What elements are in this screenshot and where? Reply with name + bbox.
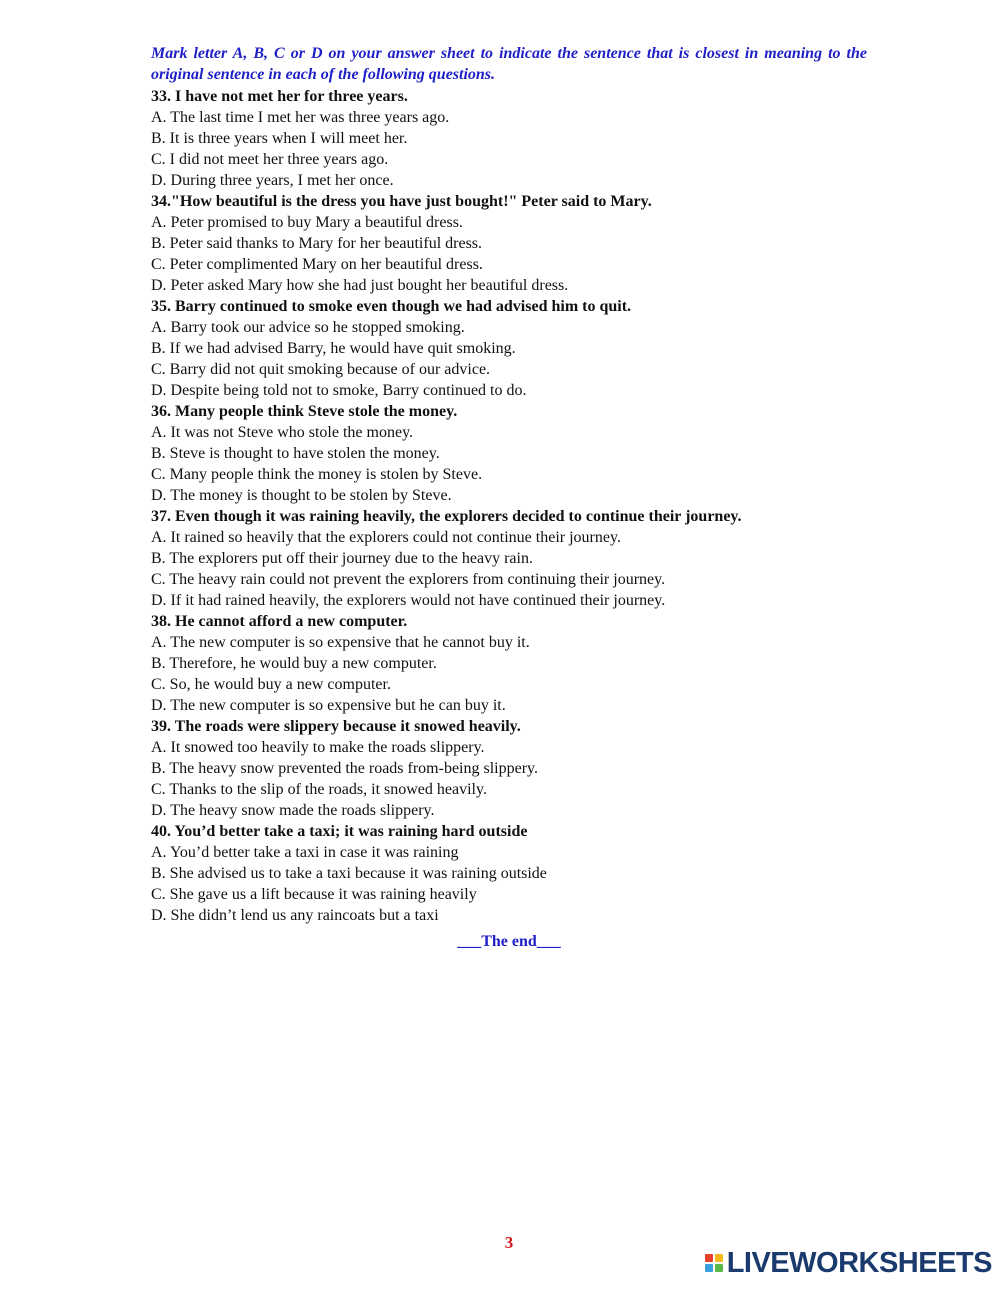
logo-block-green [715,1264,723,1272]
question-stem: 40. You’d better take a taxi; it was raining hard outside [151,823,528,840]
option-b: B. If we had advised Barry, he would have quit smoking. [151,340,516,357]
question-35 [151,296,911,401]
option-c: C. So, he would buy a new computer. [151,676,391,693]
option-b: B. It is three years when I will meet her. [151,130,408,147]
option-a: A. It was not Steve who stole the money. [151,424,414,441]
option-d: D. The new computer is so expensive but he can buy it. [151,697,506,714]
option-d: D. Peter asked Mary how she had just bought her beautiful dress. [151,277,569,294]
liveworksheets-logo [705,1247,992,1279]
option-a: A. The last time I met her was three years ago. [151,109,450,126]
option-a: A. Barry took our advice so he stopped smoking. [151,319,465,336]
option-a: A. The new computer is so expensive that he cannot buy it. [151,634,530,651]
question-38 [151,611,911,716]
question-stem: 36. Many people think Steve stole the money. [151,403,458,420]
option-a: A. It snowed too heavily to make the roads slippery. [151,739,485,756]
page-number: 3 [504,1233,514,1252]
option-b: B. She advised us to take a taxi because it was raining outside [151,865,547,882]
option-d: D. The heavy snow made the roads slippery. [151,802,435,819]
question-40 [151,821,911,926]
question-stem: 39. The roads were slippery because it snowed heavily. [151,718,521,735]
option-d: D. She didn’t lend us any raincoats but a taxi [151,907,439,924]
question-stem: 35. Barry continued to smoke even though we had advised him to quit. [151,298,632,315]
option-b: B. Steve is thought to have stolen the money. [151,445,440,462]
option-b: B. The explorers put off their journey due to the heavy rain. [151,550,533,567]
option-d: D. During three years, I met her once. [151,172,394,189]
option-c: C. The heavy rain could not prevent the explorers from continuing their journey. [151,571,666,588]
question-33 [151,86,911,191]
option-d: D. If it had rained heavily, the explorers would not have continued their journey. [151,592,666,609]
option-c: C. Barry did not quit smoking because of our advice. [151,361,491,378]
option-c: C. Thanks to the slip of the roads, it snowed heavily. [151,781,487,798]
the-end-label: ___The end___ [457,933,561,950]
logo-text: LIVEWORKSHEETS [726,1246,992,1279]
option-b: B. The heavy snow prevented the roads from-being slippery. [151,760,539,777]
option-c: C. Many people think the money is stolen by Steve. [151,466,483,483]
question-list [151,86,911,926]
question-39 [151,716,911,821]
logo-blocks-icon [705,1254,723,1272]
option-c: C. Peter complimented Mary on her beautiful dress. [151,256,483,273]
option-c: C. She gave us a lift because it was raining heavily [151,886,477,903]
logo-block-yellow [715,1254,723,1262]
option-d: D. Despite being told not to smoke, Barry continued to do. [151,382,527,399]
option-d: D. The money is thought to be stolen by Steve. [151,487,452,504]
option-b: B. Therefore, he would buy a new computer. [151,655,437,672]
question-37 [151,506,911,611]
option-a: A. You’d better take a taxi in case it was raining [151,844,459,861]
question-stem: 38. He cannot afford a new computer. [151,613,408,630]
logo-block-blue [705,1264,713,1272]
option-b: B. Peter said thanks to Mary for her beautiful dress. [151,235,483,252]
option-c: C. I did not meet her three years ago. [151,151,389,168]
question-stem: 33. I have not met her for three years. [151,88,408,105]
question-36 [151,401,911,506]
logo-block-red [705,1254,713,1262]
question-stem: 34."How beautiful is the dress you have just bought!" Peter said to Mary. [151,193,652,210]
instructions: Mark letter A, B, C or D on your answer sheet to indicate the sentence that is closest in meaning to the original sentence in each of the following questions. [151,45,867,83]
option-a: A. Peter promised to buy Mary a beautiful dress. [151,214,463,231]
question-34 [151,191,911,296]
question-stem: 37. Even though it was raining heavily, the explorers decided to continue their journey. [151,508,742,525]
option-a: A. It rained so heavily that the explorers could not continue their journey. [151,529,621,546]
